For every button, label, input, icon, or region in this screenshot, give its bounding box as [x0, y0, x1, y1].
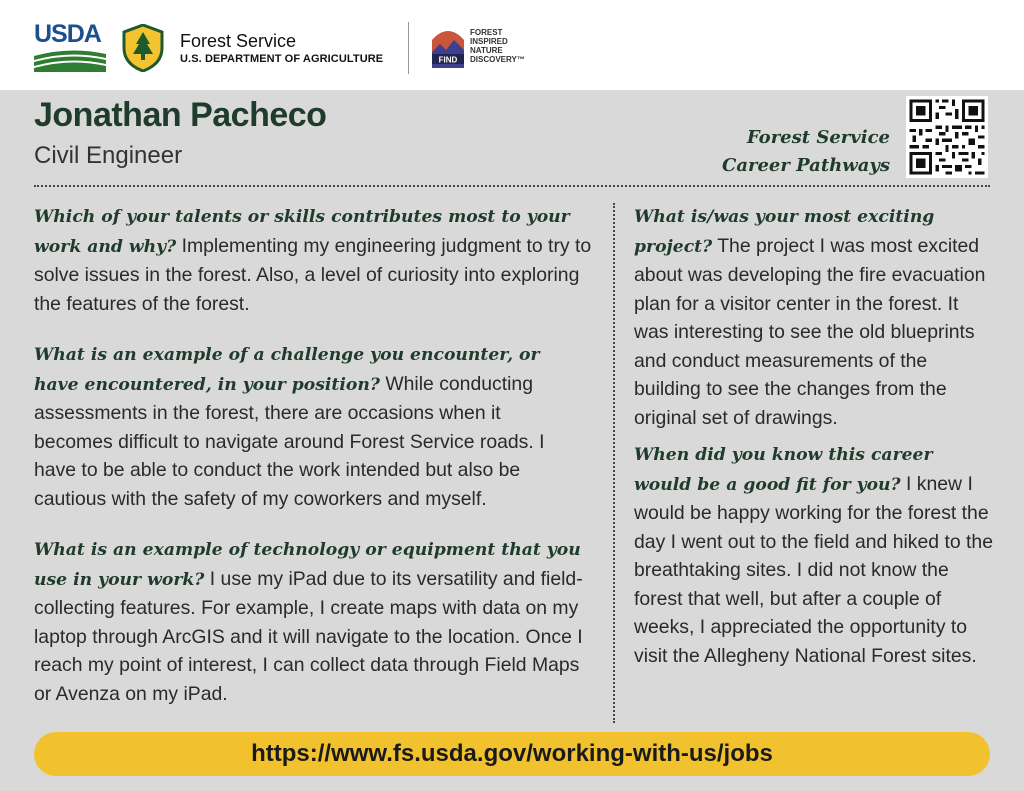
horizontal-dotted-divider [34, 185, 990, 187]
left-column [34, 202, 594, 708]
svg-text:FIND: FIND [438, 55, 458, 65]
qr-code-icon[interactable] [906, 96, 988, 178]
header-bar [0, 0, 1024, 90]
qa-item [634, 440, 994, 670]
agency-name: Forest Service [180, 31, 297, 51]
find-tagline [470, 28, 525, 64]
usda-hills-icon [34, 48, 106, 72]
forest-service-shield-icon [122, 24, 164, 72]
find-word: FOREST [470, 28, 503, 37]
qa-item [34, 202, 594, 318]
find-word: DISCOVERY™ [470, 55, 525, 64]
jobs-url-link[interactable]: https://www.fs.usda.gov/working-with-us/jobs [251, 740, 773, 767]
header-divider [408, 22, 409, 74]
answer: I knew I would be happy working for the forest the day I went out to the field and hiked to the breathtaking sites. I did not know the forest that well, but after a couple of weeks, I appreciated the opportunity to visit the Allegheny National Forest sites. [634, 472, 993, 667]
find-word: INSPIRED [470, 37, 508, 46]
answer: The project I was most excited about was developing the fire evacuation plan for a visitor center in the forest. It was interesting to see the old blueprints and conduct measurements of the building to see the changes from the original set of drawings. [634, 234, 986, 429]
question: Which of your talents or skills contributes most to your work and why? [34, 207, 570, 257]
vertical-dotted-divider [613, 203, 615, 723]
profile-role: Civil Engineer [34, 142, 183, 169]
qa-item [34, 340, 579, 513]
department-name: U.S. DEPARTMENT OF AGRICULTURE [180, 53, 384, 65]
find-word: NATURE [470, 46, 503, 55]
profile-name: Jonathan Pacheco [34, 96, 327, 134]
answer: Implementing my engineering judgment to try to solve issues in the forest. Also, a level of curiosity into exploring the features of the forest. [34, 234, 592, 315]
qa-item [634, 202, 994, 432]
question: What is an example of technology or equipment that you use in your work? [34, 540, 581, 590]
usda-logo [34, 20, 106, 72]
question: When did you know this career would be a good fit for you? [634, 445, 933, 495]
question: What is an example of a challenge you encounter, or have encountered, in your position? [34, 345, 540, 395]
right-column [634, 202, 994, 670]
qa-item [34, 535, 594, 708]
question: What is/was your most exciting project? [634, 207, 935, 257]
pathways-line: Career Pathways [722, 155, 890, 176]
find-logo-icon [430, 22, 466, 70]
answer: I use my iPad due to its versatility and field-collecting features. For example, I create maps with data on my laptop through ArcGIS and it will navigate to the location. Once I reach my point of interest, I can collect data through Field Maps or Avenza on my iPad. [34, 567, 583, 705]
career-pathways-label [722, 124, 890, 180]
answer: While conducting assessments in the forest, there are occasions when it becomes difficult to navigate around Forest Service roads. I have to be able to conduct the work intended but also be cautious with the safety of my coworkers and myself. [34, 372, 545, 510]
jobs-url-banner[interactable] [34, 732, 990, 776]
pathways-line: Forest Service [746, 127, 890, 148]
usda-wordmark: USDA [34, 20, 101, 48]
